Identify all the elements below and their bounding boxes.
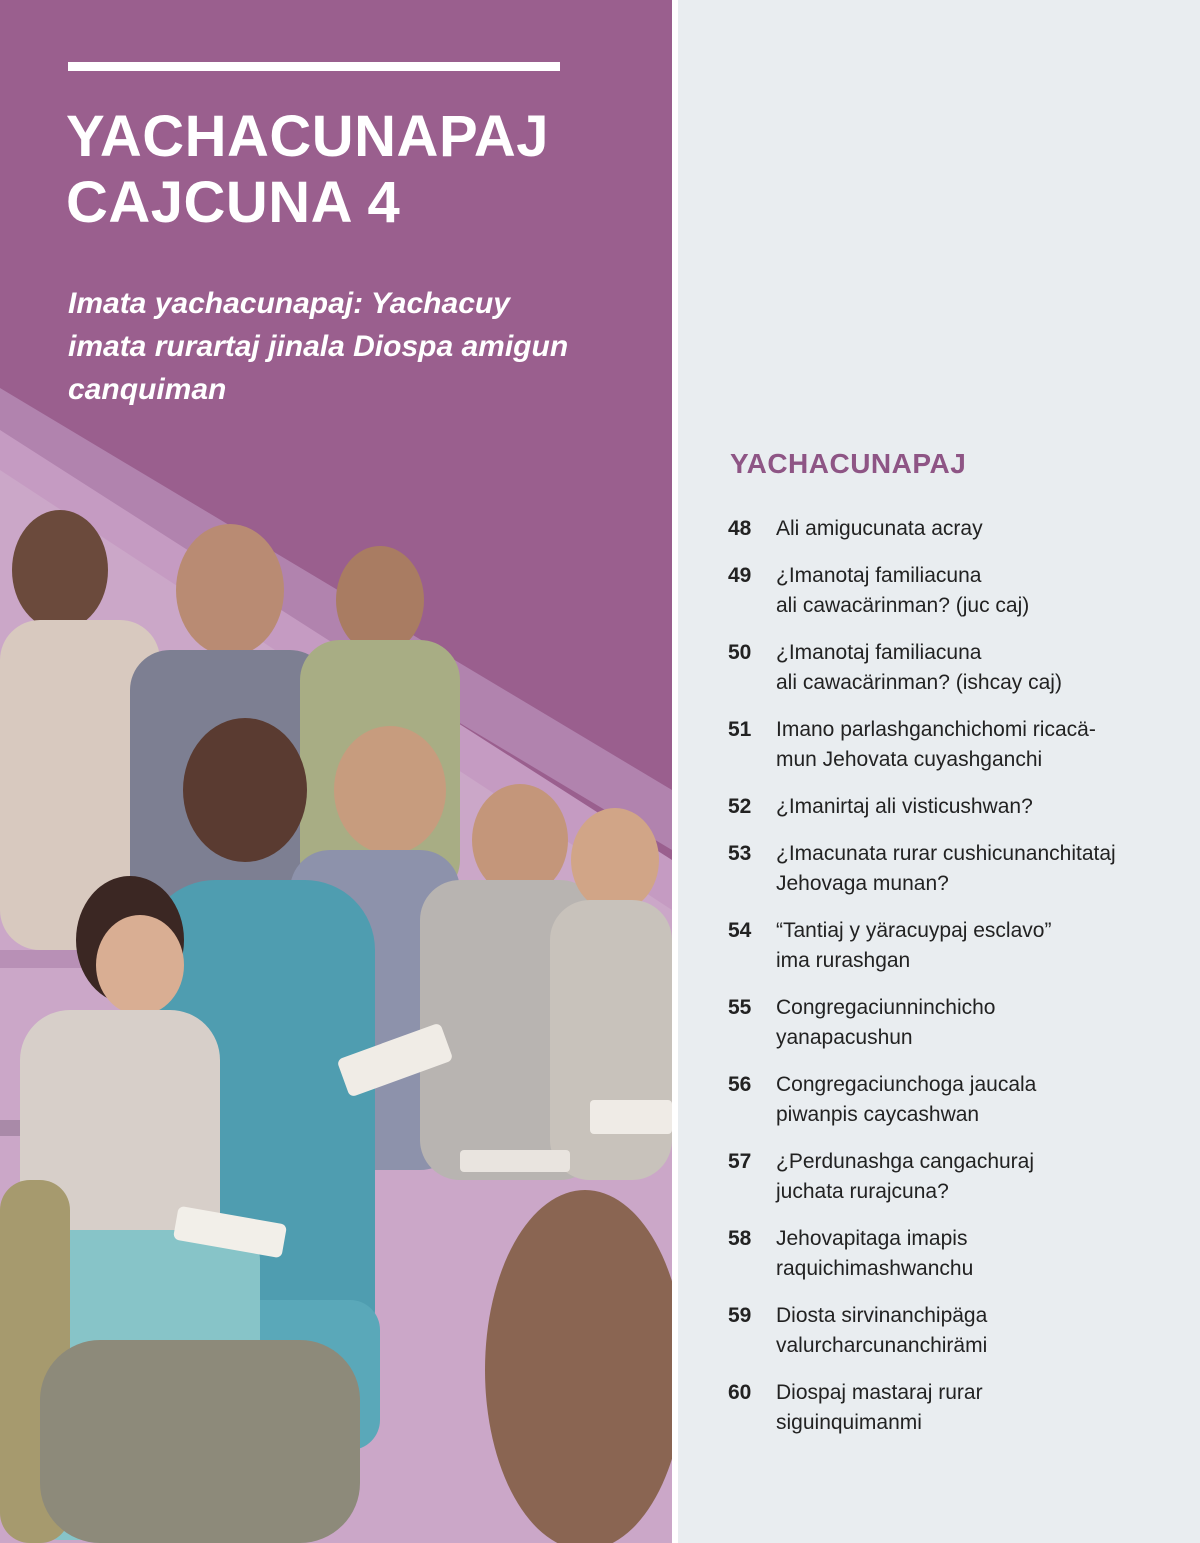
top-rule xyxy=(68,62,560,71)
lesson-title[interactable]: “Tantiaj y yäracuypaj esclavo” ima rurashgan xyxy=(776,919,1052,972)
page-title-line2: CAJCUNA 4 xyxy=(66,170,401,235)
lesson-title[interactable]: Imano parlashganchichomi ricacä- mun Jehovata cuyashganchi xyxy=(776,718,1096,771)
lesson-number: 50 xyxy=(728,641,752,664)
page-title xyxy=(66,104,626,236)
list-item[interactable] xyxy=(728,1224,1178,1284)
list-item[interactable] xyxy=(728,715,1178,775)
lesson-title[interactable]: ¿Imanotaj familiacuna ali cawacärinman? (juc caj) xyxy=(776,564,1030,617)
contents-heading: YACHACUNAPAJ xyxy=(730,448,967,479)
page-subtitle: Imata yachacunapaj: Yachacuy imata rurartaj jinala Diospa amigun canquiman xyxy=(68,287,569,406)
list-item[interactable] xyxy=(728,993,1178,1053)
list-item[interactable] xyxy=(728,514,1178,544)
lesson-title[interactable]: Jehovapitaga imapis raquichimashwanchu xyxy=(776,1227,974,1280)
lesson-number: 52 xyxy=(728,795,752,818)
lesson-title[interactable]: Diosta sirvinanchipäga valurcharcunanchirämi xyxy=(776,1304,988,1357)
list-item[interactable] xyxy=(728,638,1178,698)
page-title-line1: YACHACUNAPAJ xyxy=(66,104,549,169)
lesson-number: 55 xyxy=(728,996,752,1019)
lesson-number: 48 xyxy=(728,517,752,540)
lesson-title[interactable]: ¿Perdunashga cangachuraj juchata rurajcuna? xyxy=(776,1150,1035,1203)
list-item[interactable] xyxy=(728,1301,1178,1361)
lesson-number: 56 xyxy=(728,1073,752,1096)
lesson-number: 49 xyxy=(728,564,752,587)
lesson-number: 51 xyxy=(728,718,752,741)
lesson-title[interactable]: Congregaciunninchicho yanapacushun xyxy=(776,996,996,1049)
list-item[interactable] xyxy=(728,839,1178,899)
lesson-number: 58 xyxy=(728,1227,752,1250)
lesson-title[interactable]: Diospaj mastaraj rurar siguinquimanmi xyxy=(776,1381,983,1434)
lesson-title[interactable]: ¿Imanirtaj ali visticushwan? xyxy=(776,795,1033,818)
list-item[interactable] xyxy=(728,916,1178,976)
contents-list xyxy=(728,514,1178,1455)
lesson-title[interactable]: ¿Imanotaj familiacuna ali cawacärinman? (ishcay caj) xyxy=(776,641,1062,694)
lesson-number: 57 xyxy=(728,1150,752,1173)
list-item[interactable] xyxy=(728,561,1178,621)
list-item[interactable] xyxy=(728,1378,1178,1438)
list-item[interactable] xyxy=(728,1070,1178,1130)
lesson-title[interactable]: Congregaciunchoga jaucala piwanpis caycashwan xyxy=(776,1073,1037,1126)
lesson-number: 53 xyxy=(728,842,752,865)
lesson-title[interactable]: ¿Imacunata rurar cushicunanchitataj Jehovaga munan? xyxy=(776,842,1116,895)
lesson-number: 59 xyxy=(728,1304,752,1327)
lesson-number: 54 xyxy=(728,919,752,942)
lesson-title[interactable]: Ali amigucunata acray xyxy=(776,517,983,540)
list-item[interactable] xyxy=(728,792,1178,822)
list-item[interactable] xyxy=(728,1147,1178,1207)
lesson-number: 60 xyxy=(728,1381,752,1404)
